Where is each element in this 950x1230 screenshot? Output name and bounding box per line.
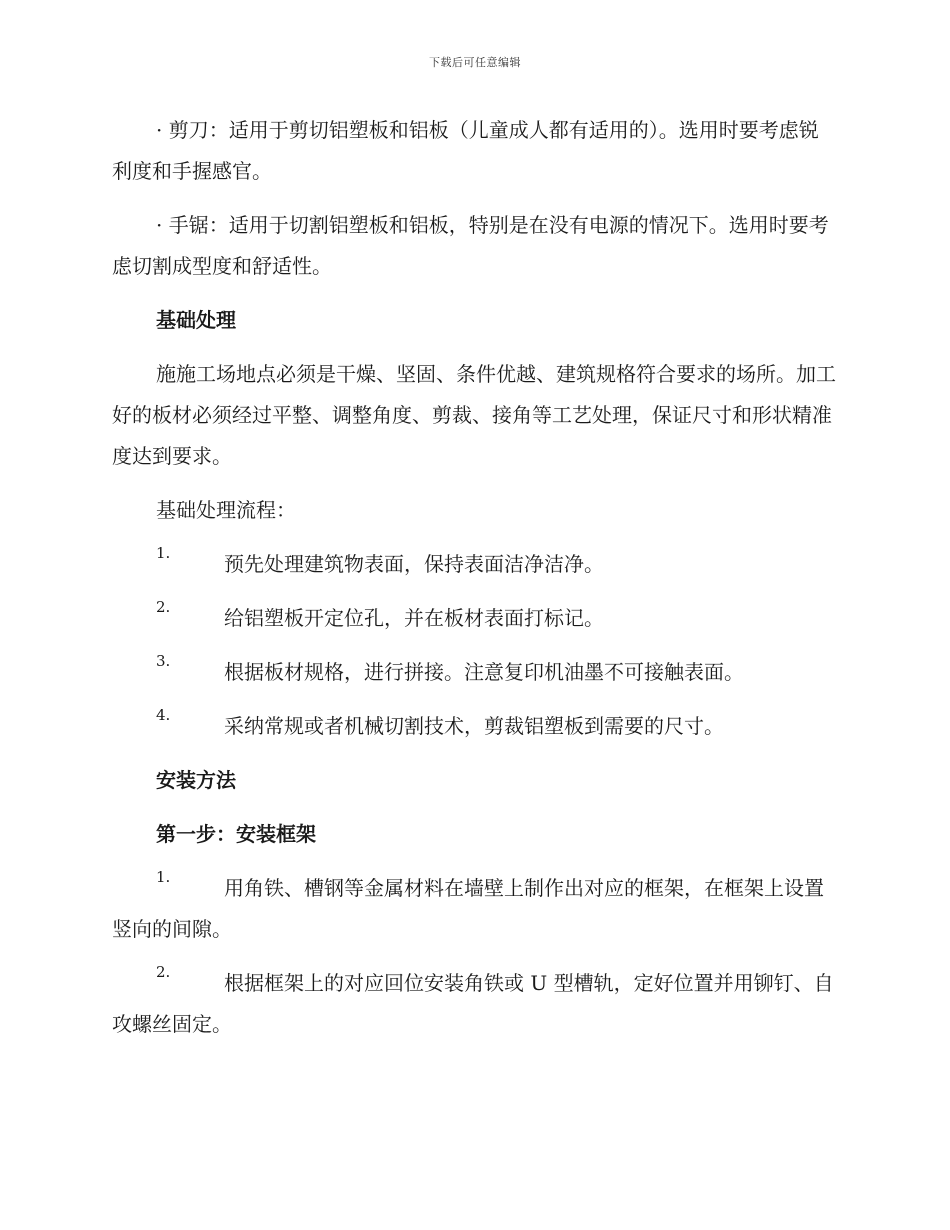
list-item <box>112 652 837 693</box>
heading-base-treatment: 基础处理 <box>156 308 236 332</box>
list-text: 根据框架上的对应回位安装角铁或 U 型槽轨，定好位置并用铆钉、自攻螺丝固定。 <box>112 971 834 1036</box>
heading-step-one: 第一步：安装框架 <box>156 822 316 846</box>
list-number: 3. <box>156 652 171 670</box>
heading-install-method: 安装方法 <box>156 768 236 792</box>
list-text: 根据板材规格，进行拼接。注意复印机油墨不可接触表面。 <box>224 660 744 684</box>
list-item <box>112 706 837 747</box>
list-text: 预先处理建筑物表面，保持表面洁净洁净。 <box>224 552 604 576</box>
list-item <box>112 963 837 1045</box>
list-number: 4. <box>156 706 171 724</box>
page-header: 下载后可任意编辑 <box>429 56 521 69</box>
paragraph-scissors: · 剪刀：适用于剪切铝塑板和铝板（儿童成人都有适用的）。选用时要考虑锐利度和手握感官。 <box>112 118 819 183</box>
list-text: 用角铁、槽钢等金属材料在墙壁上制作出对应的框架，在框架上设置竖向的间隙。 <box>112 876 824 941</box>
list-item <box>112 598 837 639</box>
list-text: 给铝塑板开定位孔，并在板材表面打标记。 <box>224 606 604 630</box>
list-item <box>112 544 837 585</box>
list-number: 2. <box>156 598 171 616</box>
paragraph-base-treatment: 施施工场地点必须是干燥、坚固、条件优越、建筑规格符合要求的场所。加工好的板材必须经过平整、调整角度、剪裁、接角等工艺处理，保证尺寸和形状精准度达到要求。 <box>112 362 836 468</box>
list-number: 2. <box>156 963 171 981</box>
document-body <box>112 110 837 1058</box>
flow-label: 基础处理流程： <box>156 498 296 522</box>
paragraph-handsaw: · 手锯：适用于切割铝塑板和铝板，特别是在没有电源的情况下。选用时要考虑切割成型度和舒适性。 <box>112 213 829 278</box>
list-text: 采纳常规或者机械切割技术，剪裁铝塑板到需要的尺寸。 <box>224 714 724 738</box>
list-item <box>112 868 837 950</box>
list-number: 1. <box>156 868 171 886</box>
list-number: 1. <box>156 544 171 562</box>
